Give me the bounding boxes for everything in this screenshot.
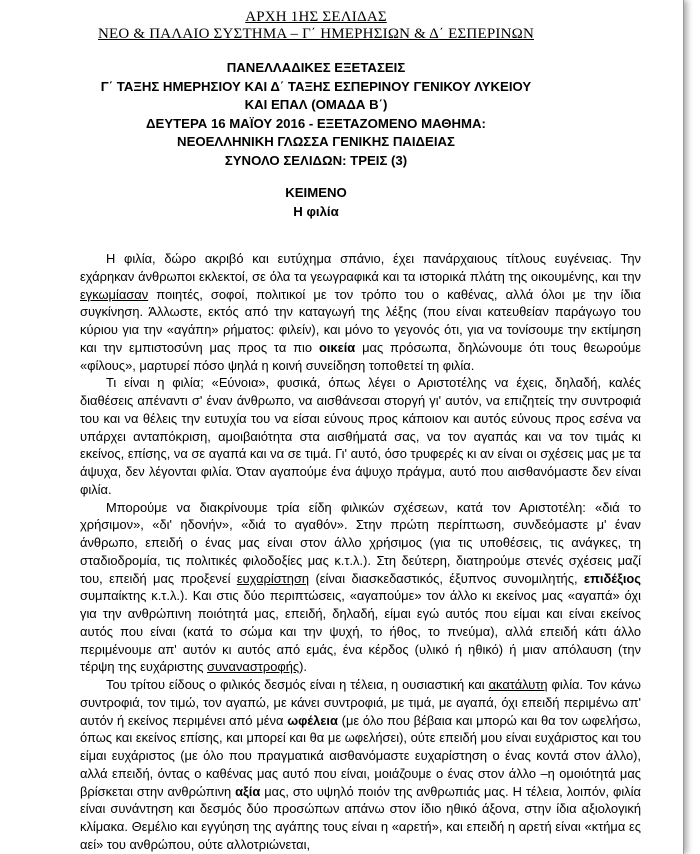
title-line-2: Γ΄ ΤΑΞΗΣ ΗΜΕΡΗΣΙΟΥ ΚΑΙ Δ΄ ΤΑΞΗΣ ΕΣΠΕΡΙΝΟΥ ΓΕΝΙΚΟΥ ΛΥΚΕΙΟΥ [100, 78, 532, 94]
underlined-word: εγκωμίασαν [80, 286, 149, 302]
underlined-word: συναναστροφής [207, 659, 300, 675]
title-line-5: ΝΕΟΕΛΛΗΝΙΚΗ ΓΛΩΣΣΑ ΓΕΝΙΚΗΣ ΠΑΙΔΕΙΑΣ [177, 134, 455, 150]
section-heading: ΚΕΙΜΕΝΟ [285, 184, 347, 200]
title-line-3: ΚΑΙ ΕΠΑΛ (ΟΜΑΔΑ Β΄) [244, 97, 388, 113]
title-line-1: ΠΑΝΕΛΛΑΔΙΚΕΣ ΕΞΕΤΑΣΕΙΣ [226, 60, 406, 75]
exam-title-block [26, 59, 606, 171]
paragraph-2: Τι είναι η φιλία; «Εύνοια», φυσικά, όπως λέγει ο Αριστοτέλης να έχεις, δηλαδή, καλές διαθέσεις απέναντι σ' έναν άνθρωπο, να αισθάνεσαι στοργή γι' αυτόν, να επιζητείς την συντροφιά του και να θέλεις την ευτυχία του να είσαι εύνους προς κάποιον και αυτός εύνους προς εσένα να υπάρχει ανταπόκριση, αμοιβαιότητα στα αισθήματά σας, να τον αγαπάς και να τον τιμάς κι εκείνος, επίσης, να σε αγαπά και να σε τιμά. Γι' αυτό, όσο τρυφερές κι αν είναι οι σχέσεις μας με τα άψυχα, δεν λέγονται φιλία. Όταν αγαπούμε ένα άψυχο πράγμα, αυτό που αισθανόμαστε δεν είναι φιλία. [80, 375, 641, 497]
title-line-6: ΣΥΝΟΛΟ ΣΕΛΙΔΩΝ: ΤΡΕΙΣ (3) [224, 152, 408, 168]
bold-word: αξία [235, 783, 261, 799]
paragraph-3: Μπορούμε να διακρίνουμε τρία είδη φιλικών σχέσεων, κατά τον Αριστοτέλη: «διά το χρήσιμον», «δι' ηδονήν», «διά το αγαθόν». Στην πρώτη περίπτωση, συνδεόμαστε μ' έναν άνθρωπο, επειδή ο ένας μας είναι στον άλλο χρήσιμος (για τις υποθέσεις, τις ανάγκες, τη σταδιοδρομία, τις πολιτικές φιλοδοξίες μας κ.τ.λ.). Στη δεύτερη, διατηρούμε στενές σχέσεις μαζί του, επειδή μας προξενεί ευχαρίστηση (είναι διασκεδαστικός, έξυπνος συνομιλητής, επιδέξιος συμπαίκτης κ.τ.λ.). Και στις δύο περιπτώσεις, «αγαπούμε» τον άλλο κι εκείνος μας «αγαπά» όχι για την ανθρώπινη ποιότητά μας, επειδή, δηλαδή, είμαι εγώ αυτός που είμαι και είναι εκείνος αυτός που είναι (κατά το σώμα και την ψυχή, το ήθος, το πνεύμα), αλλά επειδή κάτι άλλο περιμένουμε απ' αυτόν κι αυτός από εμάς, ένα κέρδος (υλικό ή ηθικό) ή μιαν απόλαυση (την τέρψη της ευχάριστης συναναστροφής). [80, 499, 642, 675]
bold-word: ωφέλεια [287, 712, 338, 728]
paragraph-4: Του τρίτου είδους ο φιλικός δεσμός είναι η τέλεια, η ουσιαστική και ακατάλυτη φιλία. Τον κάνω συντροφιά, τον τιμώ, τον αγαπώ, με κάνει συντροφιά, με τιμά, με αγαπά, όχι επειδή περιμένω απ' αυτόν ή εκείνος περιμένει από μένα ωφέλεια (με όλο που βέβαια και μπορώ και θα τον ωφελήσω, όπως και εκείνος επίσης, και μπορεί και θα με ωφελήσει), ούτε επειδή μου είναι ευχάριστος και του είμαι ευχάριστος (με όλο που πραγματικά αισθανόμαστε ευχαρίστηση ο ένας κοντά στον άλλο), αλλά επειδή, όντας ο καθένας μας αυτό που είναι, μοιάζουμε ο ένας στον άλλο –η ομοιότητά μας βρίσκεται στην ανθρώπινη αξία μας, στο υψηλό ποιόν της ανθρωπιάς μας. Η τέλεια, λοιπόν, φιλία είναι συνάντηση και δεσμός δύο προσώπων απάνω στον ίδιο ηθικό άξονα, στην ίδια αξιολογική κλίμακα. Θεμέλιο και εγγύηση της αγάπης τους είναι η «αρετή», και επειδή η αρετή είναι «κτήμα ες αεί» του ανθρώπου, ούτε αλλοτριώνεται, [80, 677, 642, 852]
underlined-word: ακατάλυτη [488, 677, 548, 692]
page-header [26, 0, 606, 43]
section-subheading: Η φιλία [293, 203, 339, 219]
header-line-1: ΑΡΧΗ 1ΗΣ ΣΕΛΙΔΑΣ [245, 9, 387, 25]
bold-word: επιδέξιος [583, 570, 642, 586]
text-body [80, 250, 641, 854]
header-line-2: ΝΕΟ & ΠΑΛΑΙΟ ΣΥΣΤΗΜΑ – Γ΄ ΗΜΕΡΗΣΙΩΝ & Δ΄ ΕΣΠΕΡΙΝΩΝ [98, 26, 534, 42]
bold-word: οικεία [318, 339, 356, 355]
paragraph-1: Η φιλία, δώρο ακριβό και ευτύχημα σπάνιο, έχει πανάρχαιους τίτλους ευγένειας. Την εχάρηκαν άνθρωποι εκλεκτοί, σε όλα τα γεωγραφικά και τα ιστορικά πλάτη της οικουμένης, και την εγκωμίασαν ποιητές, σοφοί, πολιτικοί με τον τρόπο του ο καθένας, αλλά όλοι με την ίδια συγκίνηση. Άλλωστε, εκτός από την καταγωγή της λέξης (που είναι κατευθείαν παράγωγο του κύριου για την «αγάπη» ρήματος: φιλείν), και μόνο το γεγονός ότι, για να τονίσουμε την εκτίμηση και την εμπιστοσύνη μας προς τα πιο οικεία μας πρόσωπα, δηλώνουμε ότι τους θεωρούμε «φίλους», μαρτυρεί πόσο ψηλά η κοινή συνείδηση τοποθετεί τη φιλία. [80, 251, 641, 373]
underlined-word: ευχαρίστηση [236, 570, 310, 586]
title-line-4: ΔΕΥΤΕΡΑ 16 ΜΑΪΟΥ 2016 - ΕΞΕΤΑΖΟΜΕΝΟ ΜΑΘΗΜΑ: [146, 115, 486, 131]
